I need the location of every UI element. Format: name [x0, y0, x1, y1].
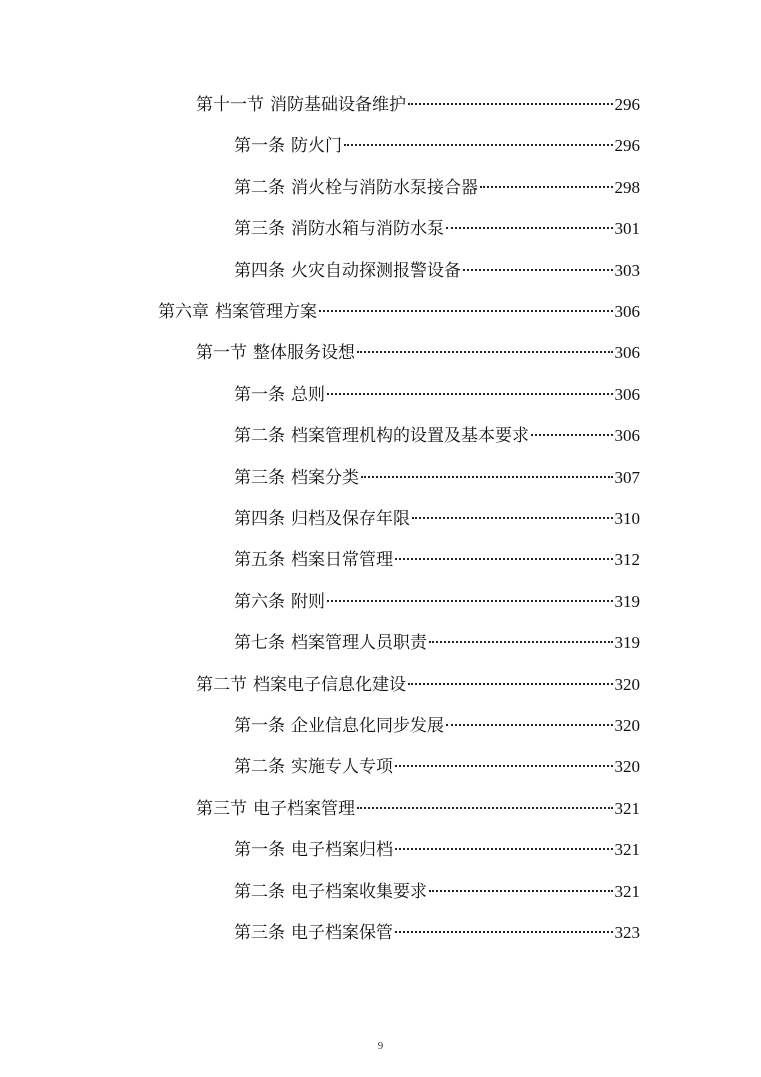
toc-dot-leader — [357, 807, 613, 809]
toc-entry-section[interactable] — [196, 90, 640, 120]
toc-entry-article[interactable] — [234, 918, 640, 948]
toc-entry-title: 火灾自动探测报警设备 — [291, 261, 461, 281]
toc-entry-title: 总则 — [291, 385, 325, 405]
toc-entry-number: 第一条 — [234, 840, 285, 860]
toc-entry-page: 306 — [614, 385, 640, 404]
toc-entry-page: 319 — [614, 592, 640, 611]
toc-entry-page: 323 — [614, 923, 640, 942]
toc-entry-article[interactable] — [234, 835, 640, 865]
toc-dot-leader — [446, 724, 613, 726]
toc-entry-page: 320 — [614, 757, 640, 776]
toc-dot-leader — [327, 600, 613, 602]
toc-entry-page: 296 — [614, 95, 640, 114]
toc-entry-number: 第四条 — [234, 509, 285, 529]
toc-dot-leader — [408, 103, 613, 105]
toc-entry-number: 第三条 — [234, 923, 285, 943]
toc-dot-leader — [357, 351, 613, 353]
toc-entry-number: 第一节 — [196, 343, 247, 363]
toc-dot-leader — [319, 310, 613, 312]
toc-dot-leader — [408, 683, 613, 685]
toc-entry-article[interactable] — [234, 131, 640, 161]
toc-dot-leader — [395, 848, 613, 850]
toc-entry-title: 档案电子信息化建设 — [253, 675, 406, 695]
toc-entry-article[interactable] — [234, 463, 640, 493]
toc-entry-number: 第二节 — [196, 675, 247, 695]
toc-entry-page: 321 — [614, 799, 640, 818]
toc-entry-number: 第三节 — [196, 799, 247, 819]
toc-entry-article[interactable] — [234, 711, 640, 741]
toc-entry-page: 296 — [614, 136, 640, 155]
toc-dot-leader — [395, 558, 613, 560]
toc-entry-page: 301 — [614, 219, 640, 238]
toc-entry-page: 303 — [614, 261, 640, 280]
toc-dot-leader — [344, 144, 613, 146]
toc-entry-title: 电子档案收集要求 — [291, 882, 427, 902]
toc-entry-article[interactable] — [234, 628, 640, 658]
toc-entry-title: 档案管理方案 — [215, 302, 317, 322]
toc-entry-page: 306 — [614, 302, 640, 321]
toc-entry-title: 消火栓与消防水泵接合器 — [291, 178, 478, 198]
toc-entry-title: 附则 — [291, 592, 325, 612]
toc-entry-title: 档案日常管理 — [291, 550, 393, 570]
toc-dot-leader — [412, 517, 613, 519]
toc-entry-number: 第十一节 — [196, 95, 264, 115]
toc-entry-section[interactable] — [196, 670, 640, 700]
toc-entry-title: 归档及保存年限 — [291, 509, 410, 529]
toc-entry-title: 防火门 — [291, 136, 342, 156]
toc-dot-leader — [463, 269, 613, 271]
toc-entry-page: 312 — [614, 550, 640, 569]
toc-entry-article[interactable] — [234, 173, 640, 203]
toc-entry-title: 电子档案保管 — [291, 923, 393, 943]
toc-entry-page: 307 — [614, 468, 640, 487]
toc-entry-number: 第一条 — [234, 716, 285, 736]
page-number: 9 — [377, 1040, 384, 1052]
toc-entry-title: 整体服务设想 — [253, 343, 355, 363]
toc-entry-article[interactable] — [234, 587, 640, 617]
toc-entry-section[interactable] — [196, 794, 640, 824]
toc-dot-leader — [429, 641, 613, 643]
toc-entry-number: 第七条 — [234, 633, 285, 653]
toc-entry-page: 320 — [614, 716, 640, 735]
toc-entry-title: 档案管理人员职责 — [291, 633, 427, 653]
toc-dot-leader — [480, 186, 613, 188]
toc-entry-number: 第二条 — [234, 426, 285, 446]
toc-entry-article[interactable] — [234, 256, 640, 286]
toc-dot-leader — [395, 931, 613, 933]
toc-entry-title: 档案分类 — [291, 468, 359, 488]
toc-entry-page: 321 — [614, 840, 640, 859]
toc-entry-page: 298 — [614, 178, 640, 197]
toc-entry-page: 310 — [614, 509, 640, 528]
toc-entry-article[interactable] — [234, 752, 640, 782]
toc-entry-article[interactable] — [234, 421, 640, 451]
toc-entry-title: 电子档案管理 — [253, 799, 355, 819]
toc-dot-leader — [361, 476, 613, 478]
toc-dot-leader — [327, 393, 613, 395]
toc-entry-chapter[interactable] — [158, 297, 640, 327]
toc-entry-section[interactable] — [196, 338, 640, 368]
toc-entry-title: 电子档案归档 — [291, 840, 393, 860]
toc-entry-number: 第三条 — [234, 219, 285, 239]
toc-dot-leader — [395, 765, 613, 767]
toc-entry-article[interactable] — [234, 380, 640, 410]
toc-entry-page: 321 — [614, 882, 640, 901]
toc-entry-page: 319 — [614, 633, 640, 652]
toc-entry-page: 320 — [614, 675, 640, 694]
toc-entry-number: 第二条 — [234, 178, 285, 198]
toc-entry-number: 第二条 — [234, 882, 285, 902]
toc-entry-title: 档案管理机构的设置及基本要求 — [291, 426, 529, 446]
toc-entry-page: 306 — [614, 426, 640, 445]
toc-entry-number: 第五条 — [234, 550, 285, 570]
toc-entry-article[interactable] — [234, 214, 640, 244]
toc-entry-number: 第二条 — [234, 757, 285, 777]
toc-entry-title: 实施专人专项 — [291, 757, 393, 777]
toc-dot-leader — [429, 890, 613, 892]
toc-entry-number: 第一条 — [234, 385, 285, 405]
toc-entry-number: 第六章 — [158, 302, 209, 322]
toc-entry-article[interactable] — [234, 545, 640, 575]
toc-entry-title: 企业信息化同步发展 — [291, 716, 444, 736]
toc-entry-page: 306 — [614, 343, 640, 362]
toc-entry-title: 消防基础设备维护 — [270, 95, 406, 115]
toc-entry-article[interactable] — [234, 877, 640, 907]
toc-entry-number: 第一条 — [234, 136, 285, 156]
toc-entry-number: 第六条 — [234, 592, 285, 612]
toc-entry-article[interactable] — [234, 504, 640, 534]
toc-dot-leader — [446, 227, 613, 229]
toc-entry-number: 第四条 — [234, 261, 285, 281]
toc-entry-number: 第三条 — [234, 468, 285, 488]
toc-entry-title: 消防水箱与消防水泵 — [291, 219, 444, 239]
toc-dot-leader — [531, 434, 613, 436]
